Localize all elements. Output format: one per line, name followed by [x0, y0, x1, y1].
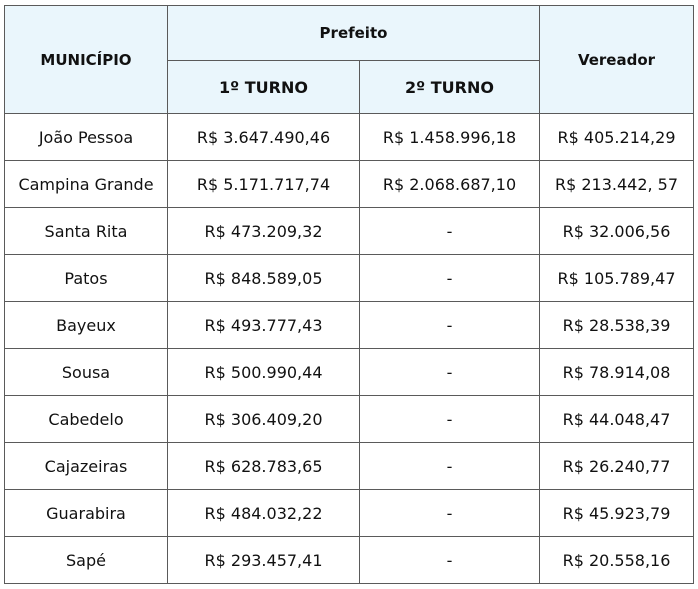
table-row: [5, 302, 694, 349]
cell-municipio: Sapé: [5, 537, 168, 584]
header-row-top: [5, 6, 694, 61]
cell-municipio: Cajazeiras: [5, 443, 168, 490]
cell-vereador: R$ 20.558,16: [540, 537, 694, 584]
cell-turno1: R$ 484.032,22: [168, 490, 360, 537]
cell-municipio: Guarabira: [5, 490, 168, 537]
table-row: [5, 443, 694, 490]
table-row: [5, 349, 694, 396]
table-row: [5, 537, 694, 584]
table-body: [5, 114, 694, 584]
table-row: [5, 161, 694, 208]
cell-turno2: -: [360, 255, 540, 302]
cell-municipio: Sousa: [5, 349, 168, 396]
cell-turno1: R$ 306.409,20: [168, 396, 360, 443]
table-header: [5, 6, 694, 114]
cell-municipio: João Pessoa: [5, 114, 168, 161]
cell-turno1: R$ 500.990,44: [168, 349, 360, 396]
cell-turno1: R$ 628.783,65: [168, 443, 360, 490]
header-municipio: MUNICÍPIO: [5, 6, 168, 114]
cell-municipio: Santa Rita: [5, 208, 168, 255]
cell-turno2: -: [360, 302, 540, 349]
cell-vereador: R$ 26.240,77: [540, 443, 694, 490]
table-row: [5, 490, 694, 537]
table-row: [5, 114, 694, 161]
cell-turno1: R$ 5.171.717,74: [168, 161, 360, 208]
cell-vereador: R$ 44.048,47: [540, 396, 694, 443]
table-row: [5, 396, 694, 443]
cell-turno1: R$ 848.589,05: [168, 255, 360, 302]
table-row: [5, 255, 694, 302]
campaign-spending-table: [4, 5, 694, 584]
cell-vereador: R$ 405.214,29: [540, 114, 694, 161]
cell-municipio: Cabedelo: [5, 396, 168, 443]
cell-turno2: -: [360, 349, 540, 396]
cell-vereador: R$ 32.006,56: [540, 208, 694, 255]
cell-vereador: R$ 45.923,79: [540, 490, 694, 537]
cell-turno2: -: [360, 537, 540, 584]
cell-turno1: R$ 3.647.490,46: [168, 114, 360, 161]
cell-vereador: R$ 78.914,08: [540, 349, 694, 396]
cell-turno2: -: [360, 490, 540, 537]
cell-turno2: -: [360, 208, 540, 255]
cell-municipio: Campina Grande: [5, 161, 168, 208]
table-wrapper: [4, 5, 694, 584]
cell-turno2: -: [360, 443, 540, 490]
header-prefeito: Prefeito: [168, 6, 540, 61]
cell-turno1: R$ 293.457,41: [168, 537, 360, 584]
header-vereador: Vereador: [540, 6, 694, 114]
cell-turno2: R$ 2.068.687,10: [360, 161, 540, 208]
cell-turno2: -: [360, 396, 540, 443]
cell-turno1: R$ 473.209,32: [168, 208, 360, 255]
table-row: [5, 208, 694, 255]
cell-turno2: R$ 1.458.996,18: [360, 114, 540, 161]
cell-vereador: R$ 213.442, 57: [540, 161, 694, 208]
cell-municipio: Bayeux: [5, 302, 168, 349]
cell-turno1: R$ 493.777,43: [168, 302, 360, 349]
header-turno1: 1º TURNO: [168, 61, 360, 114]
cell-vereador: R$ 105.789,47: [540, 255, 694, 302]
cell-vereador: R$ 28.538,39: [540, 302, 694, 349]
header-turno2: 2º TURNO: [360, 61, 540, 114]
cell-municipio: Patos: [5, 255, 168, 302]
